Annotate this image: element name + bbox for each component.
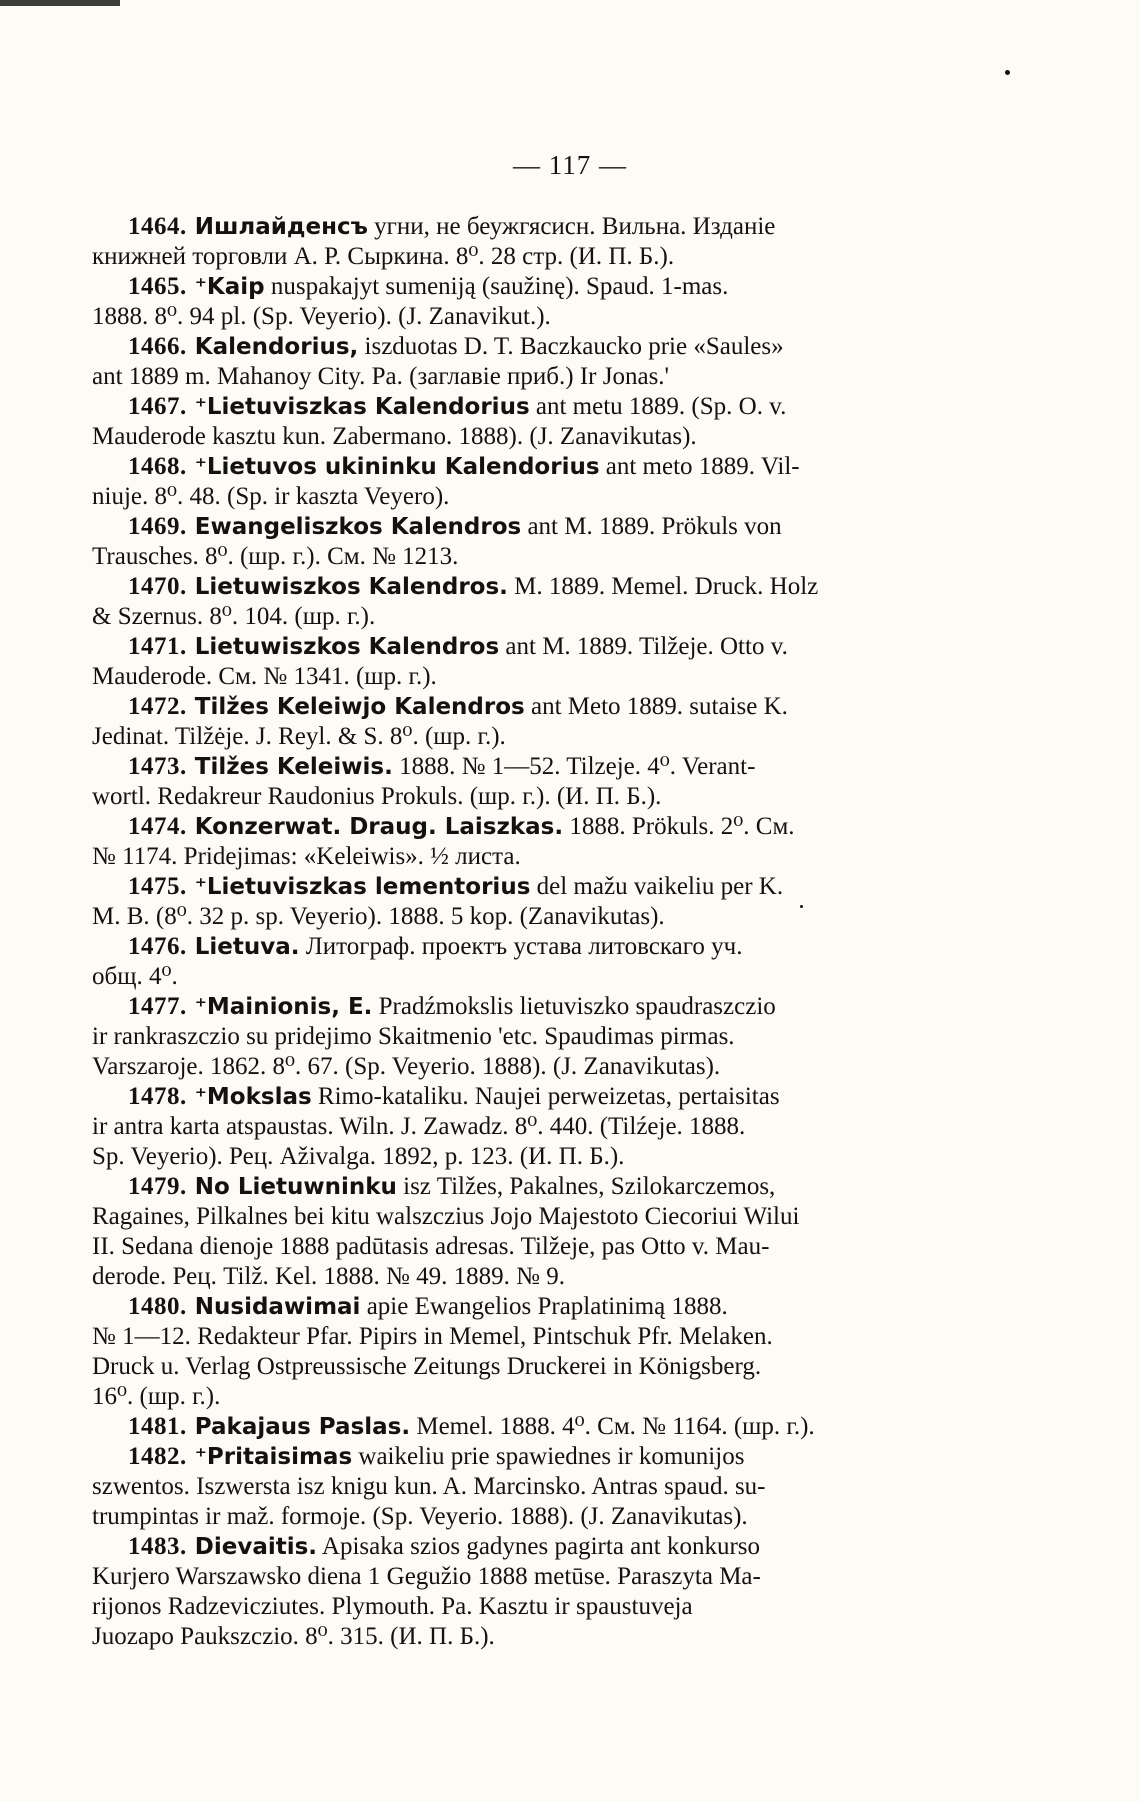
- entry-continuation-line: [92, 1622, 942, 1652]
- entry-text: isz Tilžes, Pakalnes, Szilokarczemos,: [396, 1173, 776, 1200]
- entry-heading: ⁺Mokslas: [186, 1084, 312, 1110]
- entry-number: 1465.: [128, 273, 187, 300]
- entry-continuation-line: [92, 1202, 942, 1232]
- entry-continuation-line: [92, 722, 942, 752]
- entry-number: 1482.: [128, 1443, 187, 1470]
- entry-text: M. B. (8⁰. 32 p. sp. Veyerio). 1888. 5 kop. (Zanavikutas).: [92, 903, 665, 930]
- entry-number: 1472.: [128, 693, 187, 720]
- entry-text: № 1—12. Redakteur Pfar. Pipirs in Memel, Pintschuk Pfr. Melaken.: [92, 1323, 773, 1350]
- entry-continuation-line: [92, 842, 942, 872]
- entry-text: ant Meto 1889. sutaise K.: [524, 693, 788, 720]
- entry-number: 1473.: [128, 753, 187, 780]
- entry-heading: Ewangeliszkos Kalendros: [186, 514, 522, 540]
- scan-corner-mark: [0, 0, 120, 6]
- entry-continuation-line: [92, 1592, 942, 1622]
- entry-text: Memel. 1888. 4⁰. См. № 1164. (шр. г.).: [410, 1413, 815, 1440]
- entry-heading: Lietuwiszkos Kalendros.: [186, 574, 508, 600]
- entry-heading: ⁺Lietuviszkas Kalendorius: [186, 394, 530, 420]
- entry-number: 1477.: [128, 993, 187, 1020]
- entry-first-line: [92, 1082, 942, 1112]
- entry-heading: Lietuwiszkos Kalendros: [186, 634, 500, 660]
- entry-number: 1467.: [128, 393, 187, 420]
- entry-text: waikeliu prie spawiednes ir komunijos: [352, 1443, 745, 1470]
- entry-text: ant meto 1889. Vil-: [599, 453, 800, 480]
- entry-first-line: [92, 272, 942, 302]
- entry-text: Pradźmokslis lietuviszko spaudraszczio: [372, 993, 776, 1020]
- entry-number: 1476.: [128, 933, 187, 960]
- entry-continuation-line: [92, 362, 942, 392]
- entry-continuation-line: [92, 422, 942, 452]
- entry-continuation-line: [92, 1112, 942, 1142]
- entry-heading: ⁺Lietuviszkas lementorius: [186, 874, 531, 900]
- entry-heading: Nusidawimai: [186, 1294, 361, 1320]
- entry-number: 1464.: [128, 213, 187, 240]
- entry-continuation-line: [92, 1322, 942, 1352]
- entry-number: 1468.: [128, 453, 187, 480]
- entry-first-line: [92, 1172, 942, 1202]
- entry-continuation-line: [92, 1382, 942, 1412]
- entry-first-line: [92, 812, 942, 842]
- entry-continuation-line: [92, 962, 942, 992]
- entry-first-line: [92, 1442, 942, 1472]
- entry-text: книжней торговли А. Р. Сыркина. 8⁰. 28 стр. (И. П. Б.).: [92, 243, 675, 270]
- entry-heading: Tilžes Keleiwjo Kalendros: [186, 694, 525, 720]
- entry-text: 16⁰. (шр. г.).: [92, 1383, 221, 1410]
- entry-number: 1475.: [128, 873, 187, 900]
- entry-continuation-line: [92, 1232, 942, 1262]
- entry-text: 1888. № 1—52. Tilzeje. 4⁰. Verant-: [392, 753, 756, 780]
- entry-text: derode. Рец. Tilž. Kel. 1888. № 49. 1889. № 9.: [92, 1263, 565, 1290]
- entry-text: Trausches. 8⁰. (шр. г.). См. № 1213.: [92, 543, 459, 570]
- entry-text: ir rankraszczio su pridejimo Skaitmenio 'etc. Spaudimas pirmas.: [92, 1023, 735, 1050]
- entry-first-line: [92, 452, 942, 482]
- entry-heading: Ишлайденсъ: [186, 214, 368, 240]
- entry-text: szwentos. Iszwersta isz knigu kun. A. Marcinsko. Antras spaud. su-: [92, 1473, 766, 1500]
- entry-number: 1483.: [128, 1533, 187, 1560]
- entry-text: Varszaroje. 1862. 8⁰. 67. (Sp. Veyerio. 1888). (J. Zanavikutas).: [92, 1053, 721, 1080]
- entry-text: Kurjero Warszawsko diena 1 Gegužio 1888 metūse. Paraszyta Ma-: [92, 1563, 761, 1590]
- entry-number: 1481.: [128, 1413, 187, 1440]
- entry-text: общ. 4⁰.: [92, 963, 178, 990]
- entry-text: Ragaines, Pilkalnes bei kitu walszczius Jojo Majestoto Ciecoriui Wilui: [92, 1203, 800, 1230]
- entry-heading: Kalendorius,: [186, 334, 359, 360]
- entry-heading: Lietuva.: [186, 934, 300, 960]
- entry-text: Jedinat. Tilžėje. J. Reyl. & S. 8⁰. (шр. г.).: [92, 723, 506, 750]
- entry-text: apie Ewangelios Praplatinimą 1888.: [360, 1293, 728, 1320]
- entry-text: del mažu vaikeliu per K.: [530, 873, 784, 900]
- entry-text: Apisaka szios gadynes pagirta ant konkurso: [317, 1533, 761, 1560]
- entry-text: ant metu 1889. (Sp. O. v.: [529, 393, 787, 420]
- entry-continuation-line: [92, 662, 942, 692]
- entry-heading: ⁺Mainionis, E.: [186, 994, 373, 1020]
- entry-first-line: [92, 1532, 942, 1562]
- entry-text: iszduotas D. T. Baczkaucko prie «Saules»: [358, 333, 784, 360]
- entry-continuation-line: [92, 782, 942, 812]
- entry-heading: No Lietuwninku: [186, 1174, 397, 1200]
- entry-text: 1888. 8⁰. 94 pl. (Sp. Veyerio). (J. Zanavikut.).: [92, 303, 551, 330]
- entry-text: niuje. 8⁰. 48. (Sp. ir kaszta Veyero).: [92, 483, 450, 510]
- entry-number: 1469.: [128, 513, 187, 540]
- entry-text: ant 1889 m. Mahanoy City. Pa. (заглавіе приб.) Ir Jonas.': [92, 363, 670, 390]
- entry-first-line: [92, 392, 942, 422]
- entry-text: & Szernus. 8⁰. 104. (шр. г.).: [92, 603, 376, 630]
- entry-text: nuspakajyt sumeniją (saužinę). Spaud. 1-mas.: [264, 273, 729, 300]
- entry-text: Литограф. проектъ устава литовскаго уч.: [299, 933, 743, 960]
- entry-number: 1470.: [128, 573, 187, 600]
- entry-continuation-line: [92, 542, 942, 572]
- entry-heading: ⁺Lietuvos ukininku Kalendorius: [186, 454, 600, 480]
- entry-number: 1474.: [128, 813, 187, 840]
- entry-text: Mauderode kasztu kun. Zabermano. 1888). (J. Zanavikutas).: [92, 423, 697, 450]
- entry-first-line: [92, 332, 942, 362]
- entry-text: Juozapo Paukszczio. 8⁰. 315. (И. П. Б.).: [92, 1623, 495, 1650]
- entry-heading: Pakajaus Paslas.: [186, 1414, 411, 1440]
- entry-text: trumpintas ir maž. formoje. (Sp. Veyerio. 1888). (J. Zanavikutas).: [92, 1503, 748, 1530]
- text-block: [92, 212, 942, 1652]
- entry-first-line: [92, 512, 942, 542]
- entry-first-line: [92, 752, 942, 782]
- entry-first-line: [92, 572, 942, 602]
- entry-number: 1479.: [128, 1173, 187, 1200]
- entry-heading: ⁺Kaip: [186, 274, 265, 300]
- entry-continuation-line: [92, 902, 942, 932]
- entry-text: ir antra karta atspaustas. Wiln. J. Zawadz. 8⁰. 440. (Tilźeje. 1888.: [92, 1113, 746, 1140]
- entry-text: № 1174. Pridejimas: «Keleiwis». ½ листа.: [92, 843, 521, 870]
- entry-continuation-line: [92, 1352, 942, 1382]
- entry-text: Rimo-kataliku. Naujei perweizetas, pertaisitas: [311, 1083, 780, 1110]
- entry-text: Sp. Veyerio). Рец. Aživalga. 1892, p. 123. (И. П. Б.).: [92, 1143, 625, 1170]
- entry-text: rijonos Radzevicziutes. Plymouth. Pa. Kasztu ir spaustuveja: [92, 1593, 693, 1620]
- entry-continuation-line: [92, 602, 942, 632]
- entry-first-line: [92, 932, 942, 962]
- entry-first-line: [92, 212, 942, 242]
- entry-continuation-line: [92, 242, 942, 272]
- entry-number: 1466.: [128, 333, 187, 360]
- entry-first-line: [92, 1292, 942, 1322]
- page-number: — 117 —: [513, 150, 627, 180]
- entry-text: угни, не беужгясисн. Вильна. Изданіе: [367, 213, 776, 240]
- entry-heading: Tilžes Keleiwis.: [186, 754, 393, 780]
- entry-text: 1888. Prökuls. 2⁰. См.: [563, 813, 795, 840]
- entry-number: 1471.: [128, 633, 187, 660]
- entry-continuation-line: [92, 1262, 942, 1292]
- entry-text: II. Sedana dienoje 1888 padūtasis adresas. Tilžeje, pas Otto v. Mau-: [92, 1233, 770, 1260]
- entry-heading: Konzerwat. Draug. Laiszkas.: [186, 814, 564, 840]
- entry-first-line: [92, 1412, 942, 1442]
- entry-continuation-line: [92, 1472, 942, 1502]
- entry-continuation-line: [92, 1052, 942, 1082]
- entry-text: ant M. 1889. Tilžeje. Otto v.: [499, 633, 788, 660]
- entry-heading: Dievaitis.: [186, 1534, 318, 1560]
- entry-heading: ⁺Pritaisimas: [186, 1444, 353, 1470]
- entry-continuation-line: [92, 1142, 942, 1172]
- entry-number: 1478.: [128, 1083, 187, 1110]
- entry-text: M. 1889. Memel. Druck. Holz: [507, 573, 819, 600]
- entry-continuation-line: [92, 302, 942, 332]
- entry-continuation-line: [92, 1562, 942, 1592]
- entry-continuation-line: [92, 1022, 942, 1052]
- entry-text: Druck u. Verlag Ostpreussische Zeitungs Druckerei in Königsberg.: [92, 1353, 762, 1380]
- entry-first-line: [92, 872, 942, 902]
- entry-first-line: [92, 992, 942, 1022]
- entry-text: ant M. 1889. Prökuls von: [521, 513, 782, 540]
- entry-continuation-line: [92, 482, 942, 512]
- entry-continuation-line: [92, 1502, 942, 1532]
- entry-text: Mauderode. См. № 1341. (шр. г.).: [92, 663, 437, 690]
- speck: [1005, 70, 1010, 75]
- entry-first-line: [92, 632, 942, 662]
- entry-number: 1480.: [128, 1293, 187, 1320]
- entry-text: wortl. Redakreur Raudonius Prokuls. (шр. г.). (И. П. Б.).: [92, 783, 662, 810]
- entry-first-line: [92, 692, 942, 722]
